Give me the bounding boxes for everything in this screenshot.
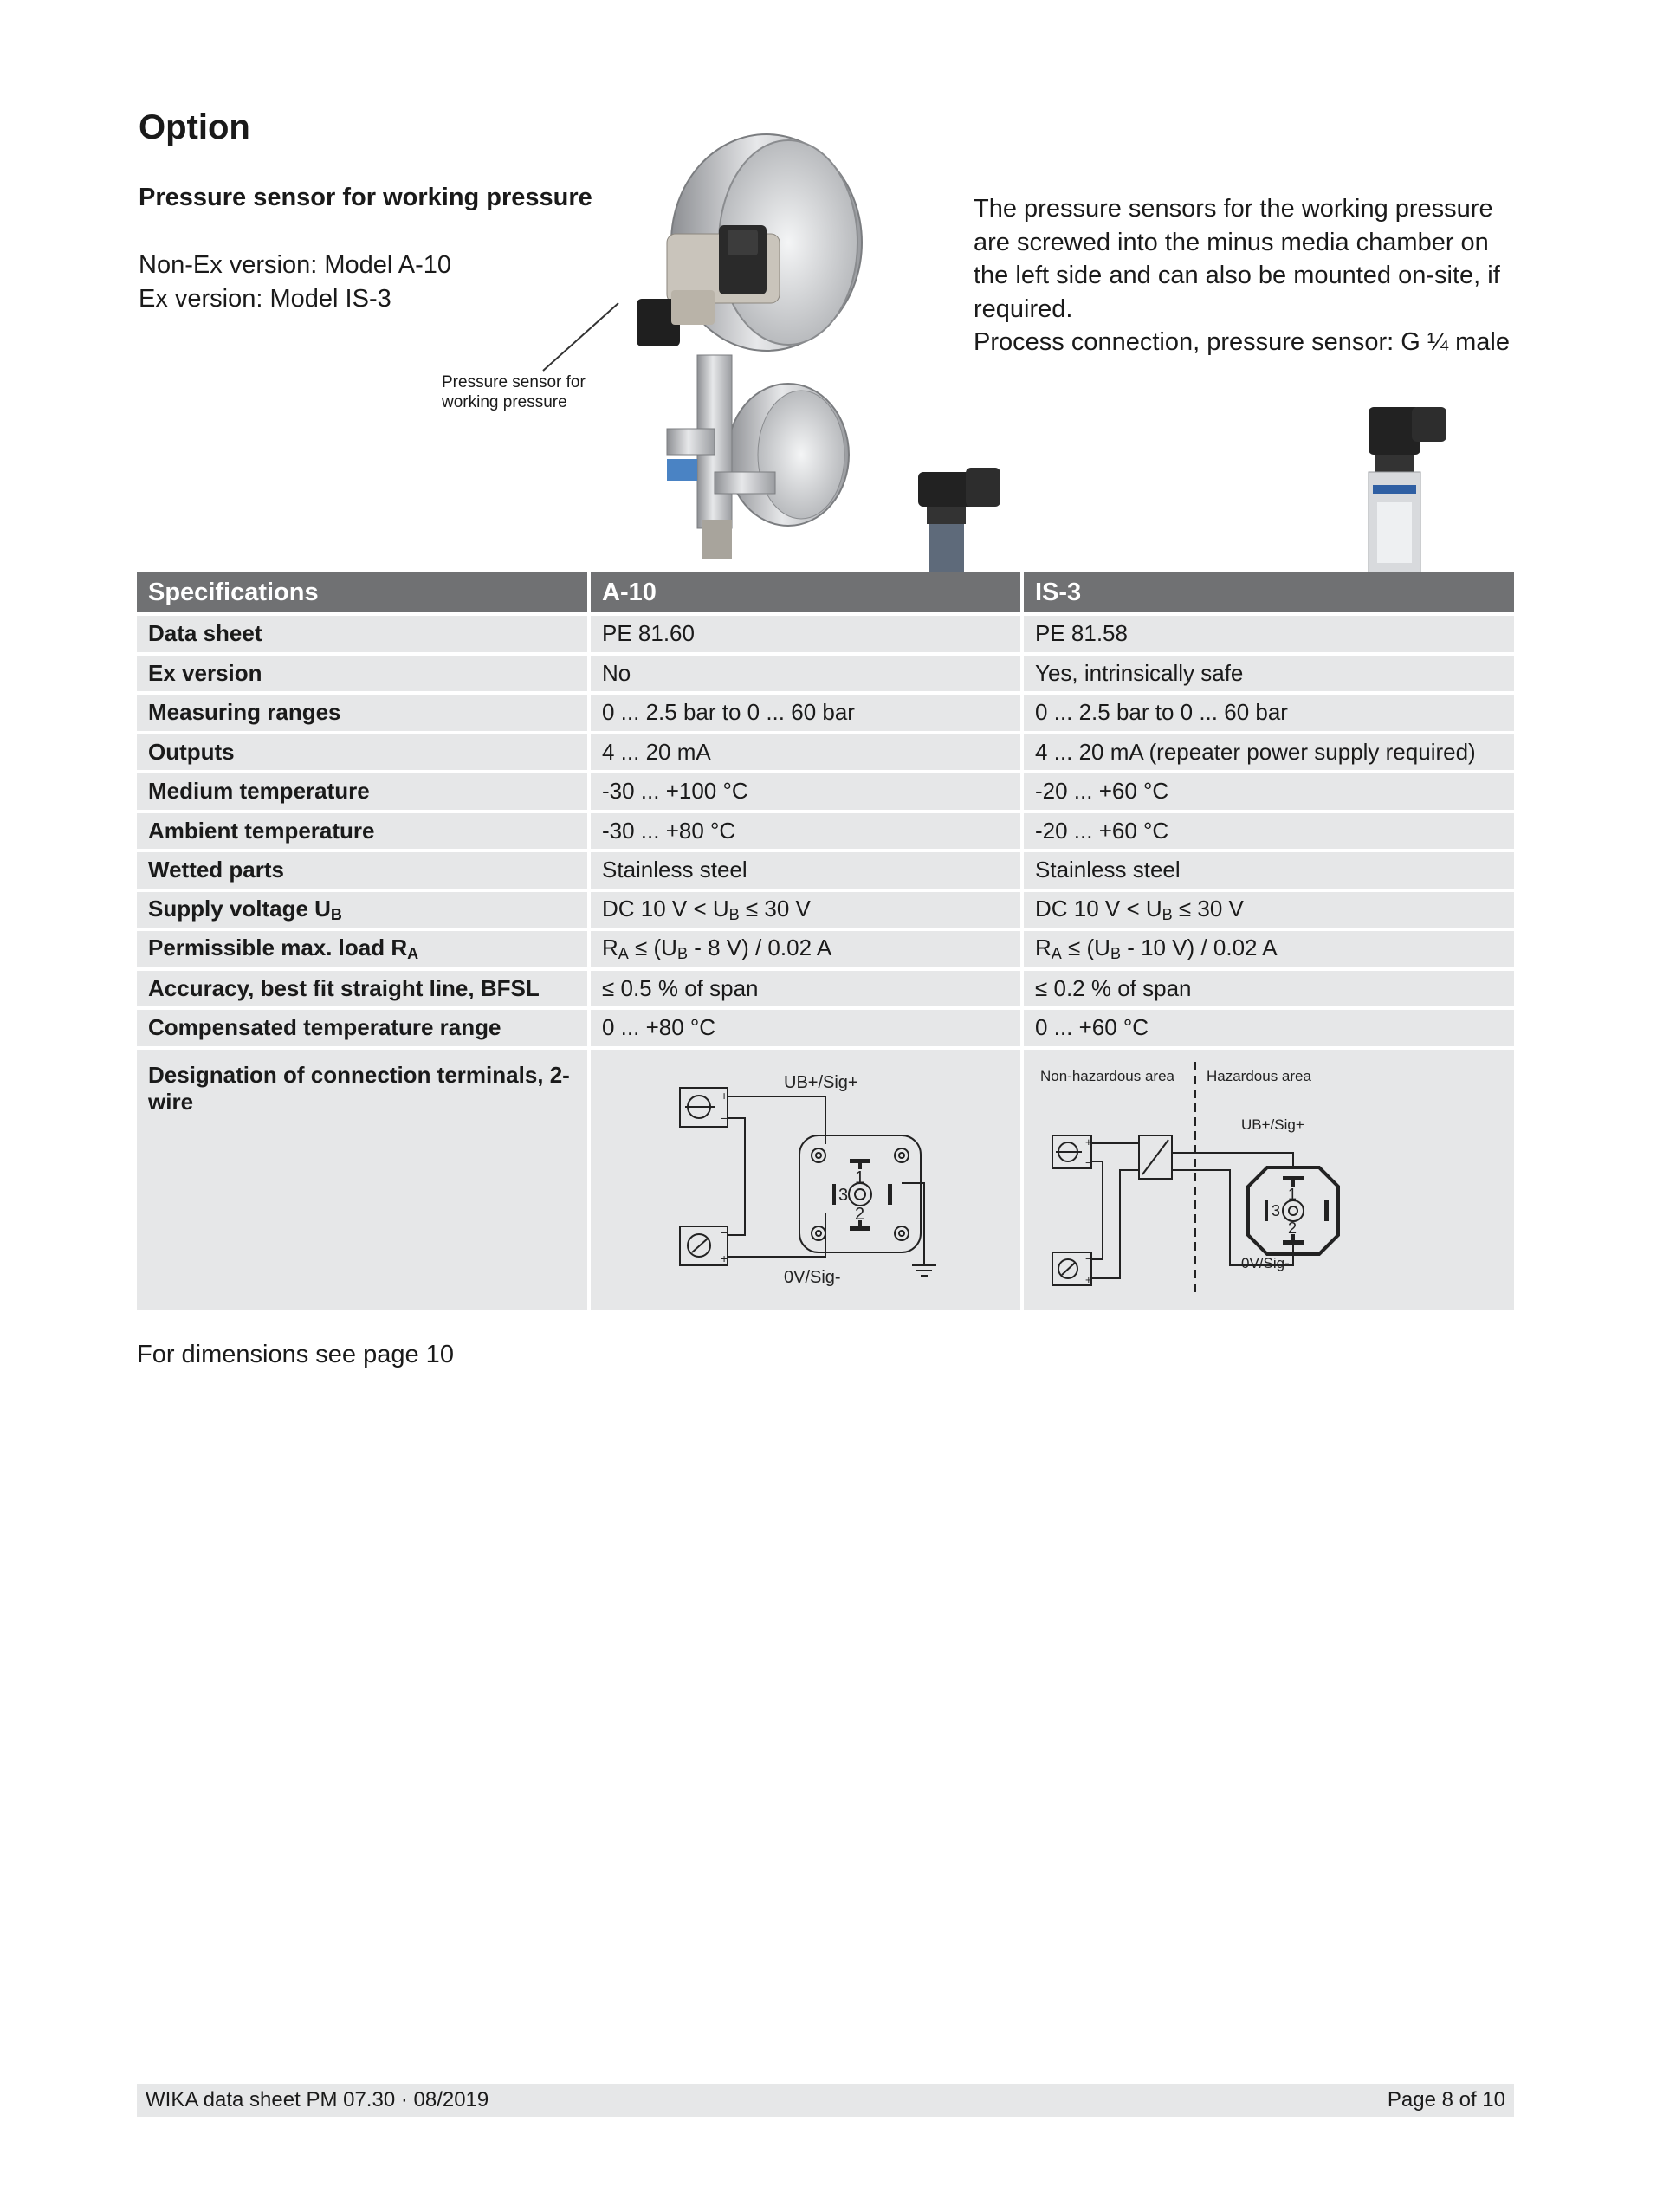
is3-value: Stainless steel — [1020, 849, 1514, 889]
row-label: Data sheet — [137, 612, 587, 652]
a10-value: No — [587, 652, 1020, 692]
page-title: Option — [139, 108, 250, 146]
hazardous-area-label: Hazardous area — [1207, 1067, 1311, 1084]
row-label: Ex version — [137, 652, 587, 692]
is3-load-mid: ≤ (U — [1061, 935, 1110, 961]
is3-pin-1: 1 — [1288, 1185, 1297, 1203]
a10-value: -30 ... +100 °C — [587, 770, 1020, 810]
is3-value: -20 ... +60 °C — [1020, 770, 1514, 810]
a10-value: Stainless steel — [587, 849, 1020, 889]
table-row — [137, 967, 1514, 1007]
a10-wiring-cell — [587, 1046, 1020, 1310]
a10-supply-pre: DC 10 V < U — [602, 895, 729, 922]
row-label: Compensated temperature range — [137, 1006, 587, 1046]
is3-pin-3: 3 — [1272, 1201, 1281, 1219]
callout-line-2: working pressure — [442, 393, 567, 411]
row-label: Outputs — [137, 731, 587, 771]
a10-pin-1: 1 — [855, 1167, 865, 1187]
is3-pin-2: 2 — [1288, 1219, 1297, 1237]
a10-value: ≤ 0.5 % of span — [587, 967, 1020, 1007]
footer-page-number: Page 8 of 10 — [1387, 2088, 1505, 2112]
table-row — [137, 612, 1514, 652]
header-is3: IS-3 — [1020, 572, 1514, 612]
table-row — [137, 731, 1514, 771]
row-label — [137, 889, 587, 928]
is3-bottom-label: 0V/Sig- — [1241, 1254, 1290, 1271]
supply-label-sub: B — [330, 905, 342, 923]
a10-supply-sub: B — [728, 905, 740, 923]
table-row — [137, 1006, 1514, 1046]
is3-value — [1020, 928, 1514, 967]
a10-wiring-diagram — [602, 1062, 1009, 1296]
row-label: Measuring ranges — [137, 691, 587, 731]
row-label: Accuracy, best fit straight line, BFSL — [137, 967, 587, 1007]
a10-load-r: R — [602, 935, 618, 961]
row-label: Ambient temperature — [137, 810, 587, 850]
is3-value: Yes, intrinsically safe — [1020, 652, 1514, 692]
a10-value — [587, 928, 1020, 967]
nonex-version-line: Non-Ex version: Model A-10 — [139, 251, 452, 279]
is3-load-post: - 10 V) / 0.02 A — [1120, 935, 1278, 961]
row-label: Wetted parts — [137, 849, 587, 889]
row-label: Designation of connection terminals, 2-wire — [137, 1046, 587, 1310]
is3-value: 0 ... +60 °C — [1020, 1006, 1514, 1046]
is3-value: 0 ... 2.5 bar to 0 ... 60 bar — [1020, 691, 1514, 731]
table-row — [137, 652, 1514, 692]
table-row-supply-voltage — [137, 889, 1514, 928]
page-footer — [137, 2084, 1514, 2117]
section-subtitle: Pressure sensor for working pressure — [139, 184, 592, 211]
footer-datasheet-ref: WIKA data sheet PM 07.30 · 08/2019 — [146, 2088, 489, 2112]
row-label: Medium temperature — [137, 770, 587, 810]
a10-pin-2: 2 — [855, 1204, 865, 1224]
is3-value: PE 81.58 — [1020, 612, 1514, 652]
is3-meter-plus: + — [1085, 1272, 1092, 1286]
callout-line-1: Pressure sensor for — [442, 373, 586, 391]
specifications-table — [137, 572, 1514, 1310]
header-a10: A-10 — [587, 572, 1020, 612]
is3-supply-minus: − — [1085, 1155, 1092, 1169]
header-specifications: Specifications — [137, 572, 587, 612]
a10-supply-minus: − — [721, 1110, 728, 1125]
is3-wiring-diagram — [1035, 1062, 1503, 1296]
a10-value: 0 ... 2.5 bar to 0 ... 60 bar — [587, 691, 1020, 731]
is3-wiring-cell — [1020, 1046, 1514, 1310]
is3-top-label: UB+/Sig+ — [1241, 1116, 1304, 1133]
a10-top-label: UB+/Sig+ — [784, 1072, 858, 1092]
a10-value: -30 ... +80 °C — [587, 810, 1020, 850]
a10-load-mid: ≤ (U — [628, 935, 677, 961]
a10-load-post: - 8 V) / 0.02 A — [687, 935, 832, 961]
process-connection-line: Process connection, pressure sensor: G ¼ male — [974, 328, 1510, 356]
table-header-row — [137, 572, 1514, 612]
a10-supply-post: ≤ 30 V — [739, 895, 811, 922]
table-row-terminals — [137, 1046, 1514, 1310]
a10-pin-3: 3 — [838, 1185, 849, 1205]
is3-value: 4 ... 20 mA (repeater power supply required) — [1020, 731, 1514, 771]
is3-value: ≤ 0.2 % of span — [1020, 967, 1514, 1007]
table-row — [137, 691, 1514, 731]
row-label — [137, 928, 587, 967]
is3-value: -20 ... +60 °C — [1020, 810, 1514, 850]
a10-value: 0 ... +80 °C — [587, 1006, 1020, 1046]
is3-meter-minus: − — [1085, 1252, 1092, 1265]
is3-supply-post: ≤ 30 V — [1172, 895, 1244, 922]
dimensions-note: For dimensions see page 10 — [137, 1341, 454, 1368]
supply-label: Supply voltage U — [148, 895, 331, 922]
a10-value: PE 81.60 — [587, 612, 1020, 652]
table-row — [137, 810, 1514, 850]
is3-supply-plus: + — [1085, 1135, 1092, 1148]
a10-meter-plus: + — [721, 1251, 728, 1265]
is3-load-rsub: A — [1051, 945, 1062, 963]
is3-load-usub: B — [1110, 945, 1121, 963]
a10-value: 4 ... 20 mA — [587, 731, 1020, 771]
table-row — [137, 849, 1514, 889]
a10-bottom-label: 0V/Sig- — [784, 1267, 841, 1287]
a10-load-rsub: A — [618, 945, 629, 963]
is3-supply-sub: B — [1162, 905, 1173, 923]
a10-value — [587, 889, 1020, 928]
description-paragraph: The pressure sensors for the working pressure are screwed into the minus media chamber on the left side and can also be mounted on-site, if required. — [974, 195, 1500, 323]
is3-value — [1020, 889, 1514, 928]
load-label-sub: A — [407, 945, 419, 963]
a10-meter-minus: − — [721, 1225, 728, 1239]
a10-supply-plus: + — [721, 1088, 728, 1103]
load-label: Permissible max. load R — [148, 935, 408, 961]
ex-version-line: Ex version: Model IS-3 — [139, 285, 391, 313]
is3-supply-pre: DC 10 V < U — [1035, 895, 1162, 922]
is3-load-r: R — [1035, 935, 1052, 961]
nonhazardous-area-label: Non-hazardous area — [1040, 1067, 1174, 1084]
table-row — [137, 770, 1514, 810]
table-row-max-load — [137, 928, 1514, 967]
callout-label — [442, 372, 586, 412]
a10-load-usub: B — [676, 945, 688, 963]
